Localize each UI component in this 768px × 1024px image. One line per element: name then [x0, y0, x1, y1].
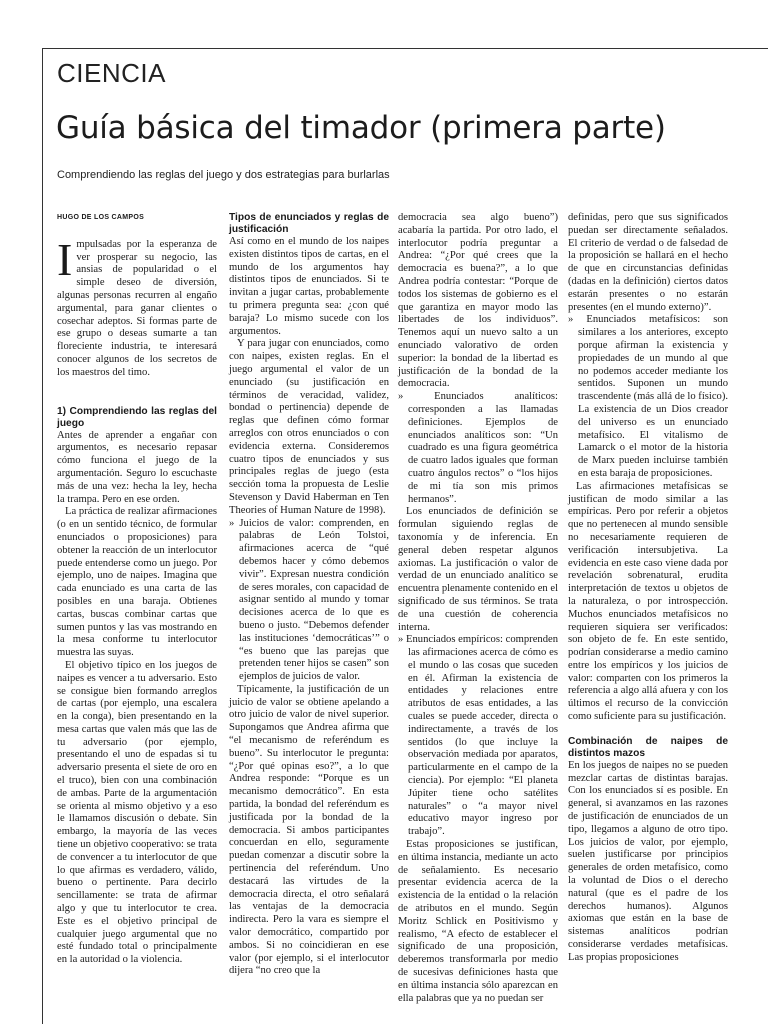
column-1: [57, 212, 217, 967]
left-rule: [42, 48, 43, 1024]
section-heading: Tipos de enunciados y reglas de justificación: [229, 212, 389, 235]
paragraph: definidas, pero que sus significados puedan ser directamente señalados. El criterio de verdad o de falsedad de la proposición se hallará en el hecho de que en circunstancias definidas (dadas en la definición) ciertos datos estarán presentes o no estarán presentes (en el mundo externo)”.: [568, 212, 728, 313]
bullet-paragraph: » Juicios de valor: comprenden, en palabras de León Tolstoi, afirmaciones acerca de “qué debemos hacer y cómo debemos vivir”. Expresan nuestra condición de seres morales, con capacidad de asignar sentido al mundo y tomar decisiones acerca de lo que es bueno o justo. “Debemos defender las instituciones ‘democráticas’” o “es bueno que las parejas que pretenden tener hijos se casen” son ejemplos de juicios de valor.: [229, 517, 389, 683]
paragraph: Y para jugar con enunciados, como con naipes, existen reglas. En el juego argumental el valor de un enunciado (su justificación en términos de veracidad, validez, bondad o pertinencia) depende de reglas que definen cómo formar arreglos con otros enunciados o con evidencia externa. Consideremos cuatro tipos de enunciados y sus principales reglas de juego (esta sección toma la propuesta de Leslie Stevenson y David Haberman en Ten Theories of Human Nature de 1998).: [229, 338, 389, 516]
paragraph: Antes de aprender a engañar con argumentos, es necesario repasar cómo funciona el juego de la argumentación. Seguro lo escuchaste más de una vez: hecha la ley, hecha la trampa. Pero en ese orden.: [57, 429, 217, 505]
spacer: [568, 724, 728, 736]
paragraph: En los juegos de naipes no se pueden mezclar cartas de distintas barajas. Con los enunciados sí es posible. En general, si avanzamos en las razones de justificación de enunciados de un tipo, llegamos a alguno de otro tipo. Los juicios de valor, por ejemplo, suelen justificarse por principios generales de orden metafísico, como la voluntad de Dios o el derecho natural (que es el padre de los derechos humanos). Algunos axiomas que están en la base de sistemas analíticos podrían considerarse verdades metafísicas. Las propias proposiciones: [568, 759, 728, 963]
spacer: [57, 380, 217, 406]
paragraph: El objetivo típico en los juegos de naipes es vencer a tu adversario. Esto se consigue bien formando arreglos de cartas (por ejemplo, una escalera en la conga), bien presentando en la mesa cartas que valen más que las de tu adversario (por ejemplo, presentando el uno de espadas si tu adversario presenta el siete de oro en el truco), bien con una combinación de ambas. Parte de la argumentación se orienta al mismo objetivo y a eso le llamamos discusión o debate. Sin embargo, la mayoría de las veces tiene un objetivo cooperativo: se trata de convencer a tu interlocutor de que lo que afirmas es verdadero, válido, bueno o pertinente. Para decirlo sencillamente: se trata de afirmar algo y que tu interlocutor te crea. Este es el objetivo principal de cualquier juego argumental que no esté fundado total o principalmente en la autoridad o la violencia.: [57, 659, 217, 966]
paragraph: La práctica de realizar afirmaciones (o en un sentido técnico, de formular enunciados o proposiciones) para obtener la reacción de un interlocutor puede entenderse como un juego. Por ejemplo, uno de naipes. Imagina que cada enunciado es una carta de las posibles en una baraja. Obtienes cartas, buscas combinar cartas que sumen puntos y las vas mostrando en la mesa conforme tu interlocutor muestra las suyas.: [57, 506, 217, 659]
paragraph: Así como en el mundo de los naipes existen distintos tipos de cartas, en el mundo de los argumentos hay distintos tipos de enunciados. Si te invitan a jugar cartas, probablemente tu primera pregunta sea: ¿con qué baraja? Lo mismo sucede con los argumentos.: [229, 236, 389, 337]
bullet-paragraph: » Enunciados empíricos: comprenden las afirmaciones acerca de cómo es el mundo o las cosas que suceden en él. Afirman la existencia de entidades y relaciones entre atributos de esas entidades, a las cuales se puede acceder, directa o indirectamente, a través de los sentidos (lo que incluye la observación mediada por aparatos, particularmente en el campo de la ciencia). Por ejemplo: “El planeta Júpiter tiene ocho satélites naturales” o “a mayor nivel educativo mayor ingreso por trabajo”.: [398, 634, 558, 838]
column-3: [398, 212, 558, 1005]
drop-cap: I: [57, 233, 73, 285]
section-heading: Combinación de naipes de distintos mazos: [568, 735, 728, 759]
article-subtitle: Comprendiendo las reglas del juego y dos estrategias para burlarlas: [57, 169, 390, 181]
section-heading: 1) Comprendiendo las reglas del juego: [57, 405, 217, 429]
paragraph: Estas proposiciones se justifican, en última instancia, mediante un acto de señalamiento. Es necesario presentar evidencia acerca de la existencia de la entidad o la relación de atributos en el mundo. Según Moritz Schlick en Positivismo y realismo, “A efecto de establecer el significado de una proposición, deberemos transformarla por medio de sucesivas definiciones hasta que en última instancia sólo aparezcan en ella palabras que ya no puedan ser: [398, 839, 558, 1004]
paragraph: Típicamente, la justificación de un juicio de valor se obtiene apelando a otro juicio de valor de nivel superior. Supongamos que Andrea afirma que “el mecanismo de referéndum es bueno”. Su interlocutor le pregunta: “¿Por qué opinas eso?”, a lo que Andrea responde: “Porque es un mecanismo democrático”. En esta partida, la bondad del referéndum es justificada por la bondad de la democracia. Si ambos participantes concuerdan en ello, seguramente puedan comenzar a discutir sobre la pertinencia del referéndum. Uno destacará las virtudes de la democracia directa, el otro señalará las ventajas de la democracia indirecta. Pero la vara es siempre el valor democrático, compartido por ambos. Si no coincidieran en ese valor (por ejemplo, si el interlocutor dijera “no creo que la: [229, 683, 389, 977]
top-rule: [42, 48, 768, 49]
section-label: CIENCIA: [57, 58, 166, 88]
column-2: [229, 212, 389, 978]
article-title: Guía básica del timador (primera parte): [56, 110, 666, 146]
bullet-paragraph: » Enunciados metafísicos: son similares a los anteriores, excepto porque afirman la existencia y propiedades de un mundo al que no podemos acceder mediante los sentidos. Suponen un mundo trascendente (más allá de lo físico). La existencia de un Dios creador del universo es un enunciado metafísico. El vitalismo de Lamarck o el motor de la historia de Marx pueden incluirse también en esta baraja de proposiciones.: [568, 314, 729, 479]
paragraph: democracia sea algo bueno”) acabaría la partida. Por otro lado, el interlocutor podría preguntar a Andrea: “¿Por qué crees que la democracia es buena?”, a lo que Andrea podría contestar: “Porque de todos los sistemas de gobierno es el que garantiza en mayor modo las libertades de los individuos”. Tenemos aquí un nuevo salto a un enunciado valorativo de orden superior: la bondad de la libertad es justificación de la bondad de la democracia.: [398, 212, 558, 390]
intro-paragraph: [57, 233, 217, 380]
intro-text: mpulsadas por la esperanza de ver prosperar su negocio, las ansias de popularidad o el simple deseo de diversión, algunas personas recurren al engaño argumental, para ganar clientes o cosechar adeptos. Si formas parte de ese grupo o deseas sumarte a tan floreciente industria, te interesará conocer algunos de los secretos de los maestros del timo.: [57, 238, 217, 378]
bullet-paragraph: » Enunciados analíticos: corresponden a las llamadas definiciones. Ejemplos de enunciados analíticos son: “Un cuadrado es una figura geométrica de cuatro lados iguales que forman cuatro ángulos rectos” o “los hijos de mi tía son mis primos hermanos”.: [398, 391, 558, 505]
column-4: [568, 212, 728, 965]
paragraph: Las afirmaciones metafísicas se justifican de modo similar a las empíricas. Pero por referir a objetos que no pertenecen al mundo sensible no necesariamente requieren de verificación intersubjetiva. La evidencia en este caso viene dada por revelación sobrenatural, erudita interpretación de textos u objetos de la naturaleza, o por introspección. Muchos enunciados metafísicos no requieren siquiera ser verificados: son objeto de fe. En este sentido, podrían considerarse a medio camino entre los empíricos y los juicios de valor: comparten con los primeros la referencia a algo allá afuera y con los últimos el recurso de la convicción como suficiente para su justificación.: [568, 480, 728, 723]
author-byline: HUGO DE LOS CAMPOS: [57, 214, 145, 221]
paragraph: Los enunciados de definición se formulan siguiendo reglas de taxonomía y de inferencia. En general deben respetar algunos axiomas. La justificación o valor de verdad de un enunciado analítico se encuentra plenamente contenido en el significado de sus términos. Se trata de una cuestión de coherencia interna.: [398, 506, 559, 633]
